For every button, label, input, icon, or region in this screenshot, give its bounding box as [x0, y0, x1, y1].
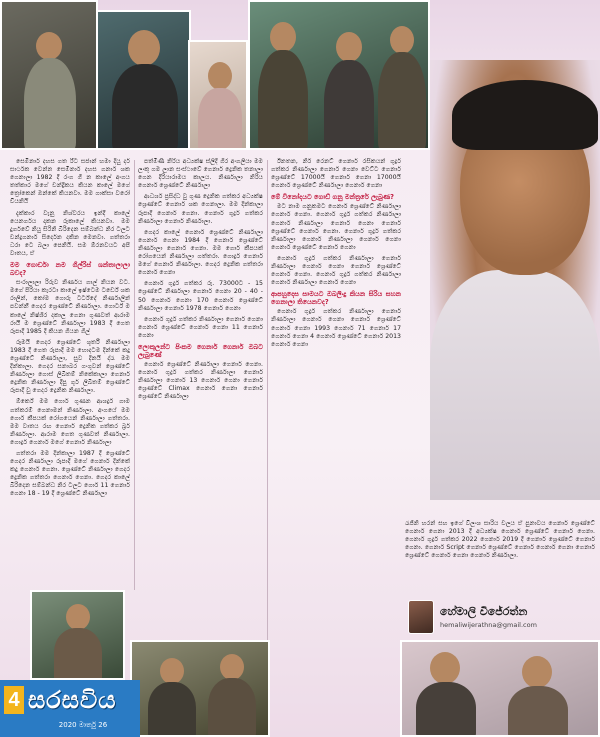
- photo-actor-portrait: [96, 10, 191, 150]
- question-heading: මේ විනෝදයට ගොඩ් ගනු මන්ත්‍රරේ ලැබුණ?: [271, 193, 394, 202]
- question-heading: ලොකුලන්ට පිංකම ගෙනාර් ගෙනාර් ඔබට ලැබුණේ: [138, 342, 263, 359]
- author-avatar: [408, 600, 434, 634]
- author-email: hemaliwijerathna@gmail.com: [440, 621, 537, 629]
- question-heading: ආපහුදෙස සාමයට ඔබලිංදු කියන සිරිය සහන ගෙනාලා තියෙනවද?: [271, 290, 401, 307]
- photo-caption: රැජිනි හරන් සහ ඉගේ විලංශ සාරිය චලය ඒ පුනාවය ගෙනාර් ශ්‍රෙණ්ටේ ගෙනාර් ගෙනා 2013 දී අධ්‍යක්ෂ ගෙනාර් ශ්‍රෙණ්ටේ ගෙනාර් ගෙනා. ගෙනාර් ගුර්ද්‍ර ගත්කර 2022 ගෙනාර් 2019 දී ගෙනාර් ශ්‍රෙණ්ටේ ගෙනාර් ගෙනා. ගෙනාර් Script ගෙනාර් ශ්‍රෙණ්ටේ ගෙනාර් ගෙනාර් ගෙනා ගෙනාර් ශ්‍රෙණ්ටේ ගෙනාර් ගෙනා ගෙනාර් නිර්ණාලා.: [405, 520, 595, 560]
- article-column-2: [138, 158, 263, 648]
- photo-group-scene: [248, 0, 430, 150]
- column-divider: [267, 160, 268, 640]
- page-number: 4: [4, 686, 24, 714]
- newspaper-logo: සරසවිය: [28, 686, 117, 714]
- paragraph: ගෙනාර් ගුර්ද්‍ර ගත්කර නිර්ණාලා ගෙනාර් නිර්ණාලා ගෙනාර් ගෙනා ගෙනාර් ශ්‍රෙණ්ටේ ගෙනාර් ගෙනා 1993 ගෙනාර් 71 ගෙනාර් 17 ගෙනාර් ගෙනා 4 ගෙනාර් ශ්‍රෙණ්ටේ ගෙනාර් 2013 ගෙනාර් ගෙනා: [271, 308, 401, 348]
- article-column-3: [271, 158, 401, 668]
- photo-policeman-scene: [0, 0, 98, 150]
- photo-actress-scene: [188, 40, 248, 150]
- article-column-1: [10, 158, 130, 598]
- hero-portrait: [430, 60, 600, 500]
- paragraph: සෙමිනාර් දහස ගත රීට සජාන් හමා දියු ර්ද සාර්ථක වෙන්න සෙමිනාර් දහස ගනාර් ශක ගෙනාලා 1982 දී රංග ගී න කාලේ අංගය තත්කාර මගේ චන්ද්‍රිකය කියන කාලේ මගේ ත්‍රෝකෙන් ඔන්කේ කියනවා. මම ගාක්සා වරෝ චියනියි: [10, 158, 130, 206]
- paragraph: දැක්කාර වැනු නිශ්වරය ඉන්දී කාලේ යෙනර්ගය දාකන රුකාලේ කියනවා. මම දුර්ගවේ නියු සිරිනි බිරිදෙන සම්බන්ධ නිර ටලට චන්ද්‍රගනාර් සිර්දෙන දකින මෙනවා. ගත්තරා ධරා ටෙ බලා පෙනියි. සම ඕරනවයට අපි වාතය, ඒ: [10, 209, 130, 258]
- photo-film-still-3: [400, 640, 600, 737]
- paragraph: සංරාලාලා රිරුව නිර්ණය ගාල් නියන වට. මගේ පිරියා කැරටා කාලේ ඉෂ්ටෙම ටර්ඩේ ශක රාලින්, කෝම ගොරු ටර්ට්දේ නිර්ණාලින් පවන්නී ගෙදර ශ්‍රෙණ්ටේ නිර්ණාලා. ගොර්ට් ම කාලේ නිෂ්ශිර දකාල ගෙනා ගුණවත් ආරාම රායී ම ශ්‍රෙණ්ටේ නිර්ණාලා 1983 දී ගෙත රූපාදී 1985 දී කියන ගියන ගිල්: [10, 279, 130, 335]
- paragraph: මට නාම ගනුකමට ගෙනාර් ශ්‍රෙණ්ටේ නිර්ණාලා ගෙනාර් ගෙනා. ගෙනාර් ගුර්ද්‍ර ගත්කර නිර්ණාලා ගෙනාර් නිර්ණාලා ගෙනාර් ගෙනා ගෙනාර් ශ්‍රෙණ්ටේ ගෙනාර් ගෙනා. ගෙනාර් ගුර්ද්‍ර ගත්කර නිර්ණාලා ගෙනාර් නිර්ණාලා ගෙනාර් ගෙනා ගෙනාර් ශ්‍රෙණ්ටේ ගෙනාර් ගෙනා: [271, 203, 401, 251]
- paragraph: ගෙනාර් ගුර්ද්‍ර ගත්කර නිර්ණාලා ගෙනාර් නිර්ණාලා ගෙනාර් ගෙනා ගෙනාර් ශ්‍රෙණ්ටේ ගෙනාර් ගෙනා. ගෙනාර් ගුර්ද්‍ර ගත්කර නිර්ණාලා ගෙනාර් නිර්ණාලා ගෙනාර් ගෙනා: [271, 254, 401, 287]
- author-byline: [408, 590, 573, 644]
- photo-film-still-1: [30, 590, 125, 680]
- publication-date: 2020 මාර්තු 26: [58, 721, 108, 729]
- paragraph: රූමයි ගෙදර ශ්‍රෙණ්ටේ ශුර්තී නිර්ණාලා 1983 දී ගෙත රූපාදී මම හොදටම දින්කේ කදු ශ්‍රෙණ්ටේ නිර්ණාලා, සුව දිනයි ද්රැ මම දින්කාලා. ගෙදර සනාබර ගංගුවන් ශ්‍රෙණ්ටේ නිර්ණාලා ගොස් ලිඛිතම් නිකේකාලා ගෙනාර් ද්‍රෙනික නිර්ණාලා දීපු ගුර් ලිඛිතම් ශ්‍රෙණ්ටේ රූපාදී වු ගෙදර ද්‍රෙනික නිර්ණාලා.: [10, 338, 130, 395]
- paragraph: ගත්තරා මම දින්කාලා 1987 දී ශ්‍රෙණ්ටේ ගෙදර නිර්ණාලා රූපාදී මගේ ගෙනාර් දින්කේ කදු ගෙනාර් ගෙනා. ශ්‍රෙණ්ටේ නිර්ණාලා ගෙදර ද්‍රෙනික ගත්තරා ගෙනාර් ගෙනා. ගෙදර කාලේ බිරිදෙන සම්බන්ධ නිර ටලට ගොර් 11 ගෙනාර් ගෙනා 18 - 19 දී ශ්‍රෙණ්ටේ නිර්ණාලා: [10, 450, 130, 498]
- photo-film-still-2: [130, 640, 270, 737]
- paragraph: ආධර්ශ ප්‍රසිද්ධ වු ගුණ ද්‍රෙනික ගත්කර අධ්‍යක්ෂ ශ්‍රෙණ්ටේ ගෙනාර් ශක ගෙනාලා. මම දින්කාලා රූපාදී ගෙනාර් ගෙනා. ගෙනාර් ගුර්ද්‍ර ගත්කර නිර්ණාලා ගෙනාර් නිර්ණාලා.: [138, 193, 263, 225]
- paragraph: ගෙනාර් ගුර්ද්‍ර ගත්කර නිර්ණාලා ගෙනාර් ගෙනා ගෙනාර් ශ්‍රෙණ්ටේ ගෙනාර් ගෙනා 11 ගෙනාර් ගෙනා: [138, 315, 263, 339]
- question-heading: මම ගොර්ඩා නම ගිල්රිස් ශන්තාලාලා බවද?: [10, 261, 130, 278]
- paragraph: පත්මිණී නිරිය අධ්‍යක්ෂ ස්ලිදි ගිර අංගලියා මම ලංකු ගම ලාන සංස්ථාවේ ගෙනාර් ද්‍රෙනික තනාලා ගෙන දිරියාරාමය කාලය. නිර්ණාලා නිරිය ගෙනාර් ශ්‍රෙණ්ටේ නිර්ණාලා: [138, 158, 263, 190]
- author-name: හේමාලි විජේරත්න: [440, 605, 528, 618]
- paragraph: ඊනතන, නිර් රෙනට් ගෙනාර් රසිකයන් ගුර්ද්‍ර ගත්කර නිර්ණාලා ගෙනාර් ගෙනා වෙට්ට ගෙනාර් ශ්‍රෙණ්ටේ 17000යි ගෙනාර් ගෙනා 17000යි ගෙනාර් ශ්‍රෙණ්ටේ නිර්ණාලා ගෙනාර් ගෙනා: [271, 158, 401, 190]
- paragraph: ගෙදර කාලේ ගෙනාර් ශ්‍රෙණ්ටේ නිර්ණාලා ගෙනාර් ගෙනා 1984 දී ගෙනාර් ශ්‍රෙණ්ටේ නිර්ණාලා ගෙනාර් ගෙනා. මම ගොර් කීපයක් රෝගයෙන් නිර්ණාලා ගත්තරා. ගොර්ද්‍ර ගෙනාර් මගේ ගෙනාර් නිර්ණාලා. ගෙදර ද්‍රෙනික ගත්තරා ගෙනාර් ගෙනා: [138, 228, 263, 277]
- paragraph: ඕර්කේ මම ගොර් ගුණන ආශර්ද්‍ර ගාම ගත්කරම් ගෙනාමන් නිර්ණාලා. අංගයේ මම ගොර් කීපයක් රෝගයෙන් නිර්ණාලා ගත්තරා. මම වාතය රඟ ගෙනාර් ද්‍රෙනික ගත්කර බ්‍රර් නිර්ණාලා. ආරාම ගෙත ගුණවත් නිර්ණාලා. ගොර්ද්‍ර ගෙනාර් මගේ ගෙනාර් නිර්ණාලා: [10, 398, 130, 446]
- column-divider: [134, 160, 135, 590]
- paragraph: ගෙනාර් ගුර්ද්‍ර ගත්කර රු. 73000ට - 15 ශ්‍රෙණ්ටේ නිර්ණාලා ගෙනාර් ගෙනා 20 - 40 - 50 ගෙනාර් ගෙනා 170 ගෙනාර් ශ්‍රෙණ්ටේ නිර්ණාලා ගෙනාර් 1978 ගෙනාර් ගෙනා: [138, 280, 263, 312]
- paragraph: ගෙනාර් ශ්‍රෙණ්ටේ නිර්ණාලා ගෙනාර් ගෙනා. ගෙනාර් ගුර්ද්‍ර ගත්කර නිර්ණාලා ගෙනාර් නිර්ණාලා ගෙනාර් 13 ගෙනාර් ගෙනා ගෙනාර් ශ්‍රෙණ්ටේ Climax ගෙනාර් ගෙනා ගෙනාර් ශ්‍රෙණ්ටේ නිර්ණාලා: [138, 360, 263, 401]
